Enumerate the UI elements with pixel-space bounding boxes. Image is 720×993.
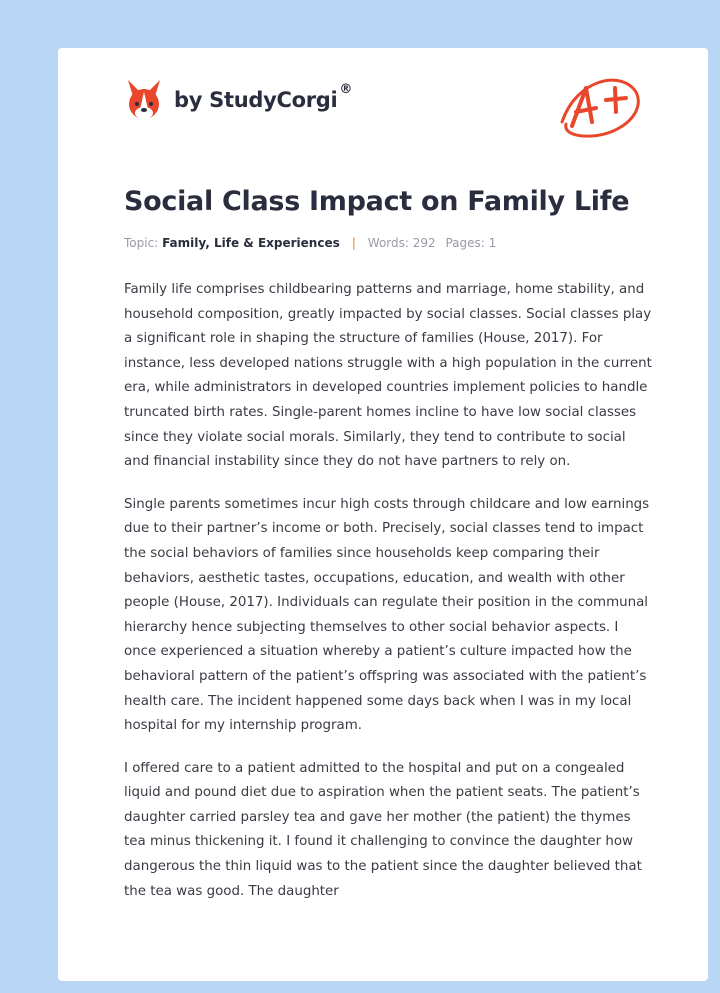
paragraph: Single parents sometimes incur high costs through childcare and low earnings due to their partner’s income or both. Precisely, social classes tend to impact the social behaviors of families since households keep comparing their behaviors, aesthetic tastes, occupations, education, and wealth with other people (House, 2017). Individuals can regulate their position in the communal hierarchy hence subjecting themselves to other social behavior aspects. I once experienced a situation whereby a patient’s culture impacted how the behavioral pattern of the patient’s offspring was associated with the patient’s health care. The incident happened some days back when I was in my local hospital for my internship program. [124, 496, 650, 734]
corgi-logo-icon [124, 78, 164, 122]
registered-mark: ® [339, 82, 353, 97]
document-meta [124, 236, 496, 250]
brand-name: by StudyCorgi ® [174, 82, 353, 112]
topic-label: Topic: [124, 236, 159, 250]
topic-link[interactable]: Family, Life & Experiences [162, 236, 340, 250]
document-title: Social Class Impact on Family Life [124, 186, 630, 217]
paragraph: Family life comprises childbearing patterns and marriage, home stability, and household composition, greatly impacted by social classes. Social classes play a significant role in shaping the structure of families (House, 2017). For instance, less developed nations struggle with a high population in the current era, while administrators in developed countries implement policies to handle truncated birth rates. Single-parent homes incline to have low social classes since they violate social morals. Similarly, they tend to contribute to social and financial instability since they do not have partners to rely on. [124, 282, 652, 470]
word-count: Words: 292 [367, 236, 436, 250]
a-plus-grade-icon [552, 70, 644, 146]
meta-separator: | [351, 236, 356, 250]
document-body [124, 278, 654, 922]
paragraph: I offered care to a patient admitted to the hospital and put on a congealed liquid and pound diet due to aspiration when the patient seats. The patient’s daughter carried parsley tea and gave her mother (the patient) the thymes tea minus thickening it. I found it challenging to convince the daughter how dangerous the thin liquid was to the patient since the daughter believed that the tea was good. The daughter [124, 760, 642, 899]
page-count: Pages: 1 [445, 236, 497, 250]
document-page [58, 48, 708, 981]
studycorgi-logo[interactable] [124, 78, 352, 122]
